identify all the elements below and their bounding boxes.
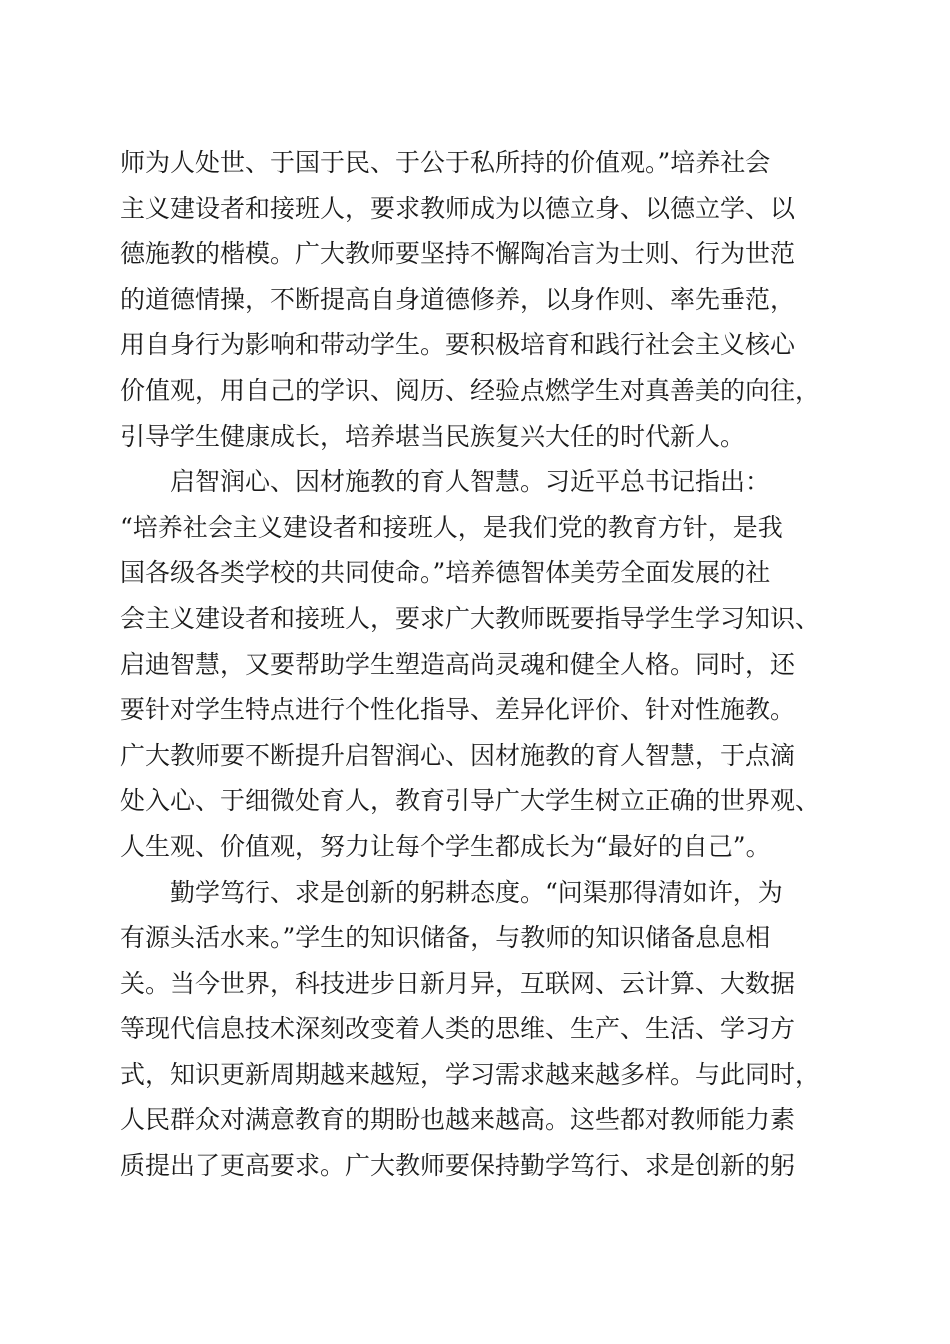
text-line: 价值观，用自己的学识、阅历、经验点燃学生对真善美的向往，	[120, 375, 821, 405]
text-line: 启迪智慧，又要帮助学生塑造高尚灵魂和健全人格。同时，还	[120, 649, 796, 679]
text-line: 引导学生健康成长，培养堪当民族复兴大任的时代新人。	[120, 421, 746, 451]
text-line: 德施教的楷模。广大教师要坚持不懈陶冶言为士则、行为世范	[120, 239, 796, 269]
text-line: 式，知识更新周期越来越短，学习需求越来越多样。与此同时，	[120, 1059, 821, 1089]
text-line: 要针对学生特点进行个性化指导、差异化评价、针对性施教。	[120, 695, 796, 725]
text-line: 师为人处世、于国于民、于公于私所持的价值观。”培养社会	[120, 148, 771, 177]
text-line: 等现代信息技术深刻改变着人类的思维、生产、生活、学习方	[120, 1014, 796, 1044]
text-line: 质提出了更高要求。广大教师要保持勤学笃行、求是创新的躬	[120, 1151, 796, 1181]
text-line: “培养社会主义建设者和接班人，是我们党的教育方针，是我	[120, 512, 783, 542]
text-line: 处入心、于细微处育人，教育引导广大学生树立正确的世界观、	[120, 786, 821, 816]
text-line: 主义建设者和接班人，要求教师成为以德立身、以德立学、以	[120, 193, 796, 223]
text-line: 用自身行为影响和带动学生。要积极培育和践行社会主义核心	[120, 330, 796, 360]
text-line: 人民群众对满意教育的期盼也越来越高。这些都对教师能力素	[120, 1105, 796, 1135]
text-line: 关。当今世界，科技进步日新月异，互联网、云计算、大数据	[120, 968, 796, 998]
text-line: 启智润心、因材施教的育人智慧。习近平总书记指出：	[170, 467, 771, 497]
text-line: 的道德情操，不断提高自身道德修养，以身作则、率先垂范，	[120, 284, 796, 314]
text-line: 会主义建设者和接班人，要求广大教师既要指导学生学习知识、	[120, 603, 821, 633]
text-line: 广大教师要不断提升启智润心、因材施教的育人智慧，于点滴	[120, 740, 796, 770]
body-text	[120, 140, 850, 1189]
text-line: 人生观、价值观，努力让每个学生都成长为“最好的自己”。	[120, 831, 771, 861]
text-line: 有源头活水来。”学生的知识储备，与教师的知识储备息息相	[120, 923, 771, 953]
text-line: 国各级各类学校的共同使命。”培养德智体美劳全面发展的社	[120, 558, 771, 588]
text-line: 勤学笃行、求是创新的躬耕态度。“问渠那得清如许，为	[170, 877, 783, 907]
